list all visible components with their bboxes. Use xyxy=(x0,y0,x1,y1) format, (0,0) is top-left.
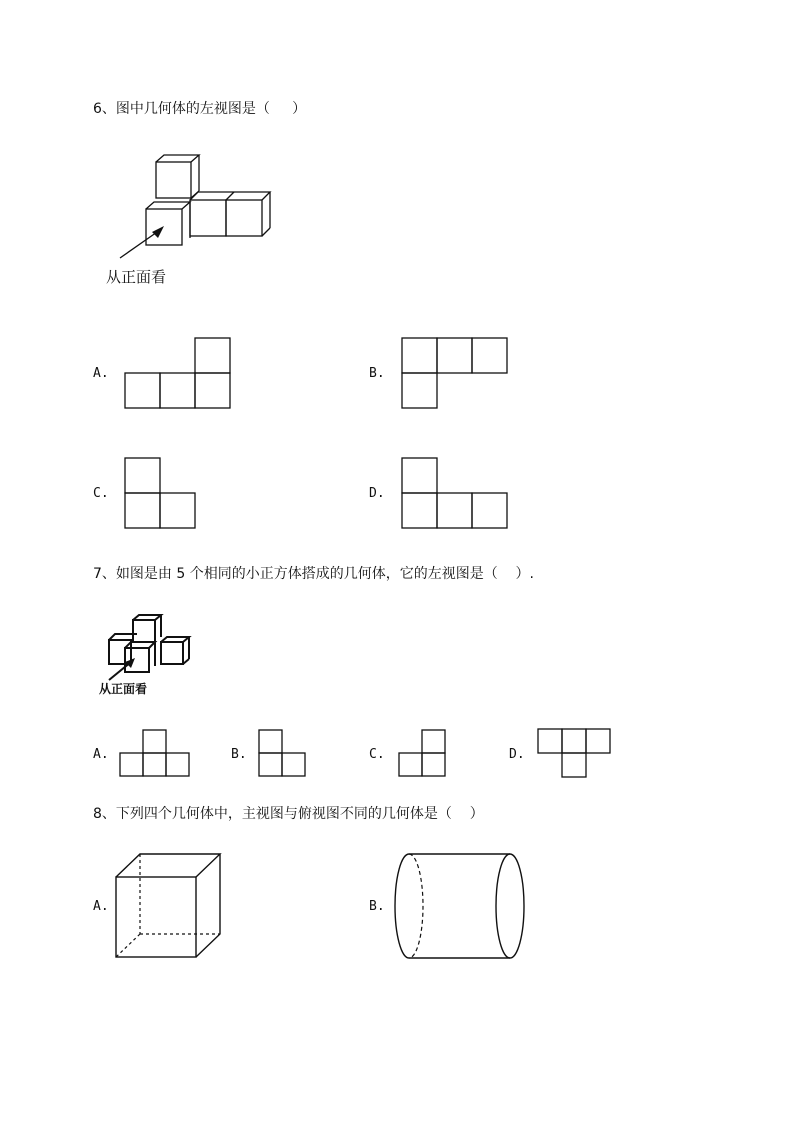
q8-option-b-label[interactable]: B. xyxy=(369,899,385,914)
q8-option-a-cube-figure[interactable] xyxy=(114,852,224,962)
question-8-text: 8、下列四个几何体中，主视图与俯视图不同的几何体是（ ） xyxy=(93,806,484,822)
q8-option-b-cylinder-figure[interactable] xyxy=(392,852,532,964)
q6-option-b-figure[interactable] xyxy=(401,337,509,409)
q7-option-d-label[interactable]: D. xyxy=(509,747,525,762)
q7-option-a-figure[interactable] xyxy=(119,729,191,779)
q6-option-a-label[interactable]: A. xyxy=(93,366,109,381)
q6-solid-figure xyxy=(140,150,320,250)
question-6-text: 6、图中几何体的左视图是（ ） xyxy=(93,101,307,117)
q7-option-b-figure[interactable] xyxy=(258,729,308,779)
q7-option-a-label[interactable]: A. xyxy=(93,747,109,762)
q7-option-d-figure[interactable] xyxy=(537,728,613,780)
q7-option-c-label[interactable]: C. xyxy=(369,747,385,762)
q7-option-c-figure[interactable] xyxy=(398,729,448,779)
question-7-text: 7、如图是由 5 个相同的小正方体搭成的几何体，它的左视图是（ ）. xyxy=(93,566,534,582)
q6-option-b-label[interactable]: B. xyxy=(369,366,385,381)
q7-caption: 从正面看 xyxy=(99,682,148,696)
q6-option-a-figure[interactable] xyxy=(124,337,232,409)
q6-option-c-figure[interactable] xyxy=(124,457,198,529)
q6-option-d-label[interactable]: D. xyxy=(369,486,385,501)
q6-caption: 从正面看 xyxy=(106,268,167,286)
q7-option-b-label[interactable]: B. xyxy=(231,747,247,762)
q8-option-a-label[interactable]: A. xyxy=(93,899,109,914)
q6-option-c-label[interactable]: C. xyxy=(93,486,109,501)
q7-solid-figure xyxy=(105,612,205,682)
q6-option-d-figure[interactable] xyxy=(401,457,509,529)
